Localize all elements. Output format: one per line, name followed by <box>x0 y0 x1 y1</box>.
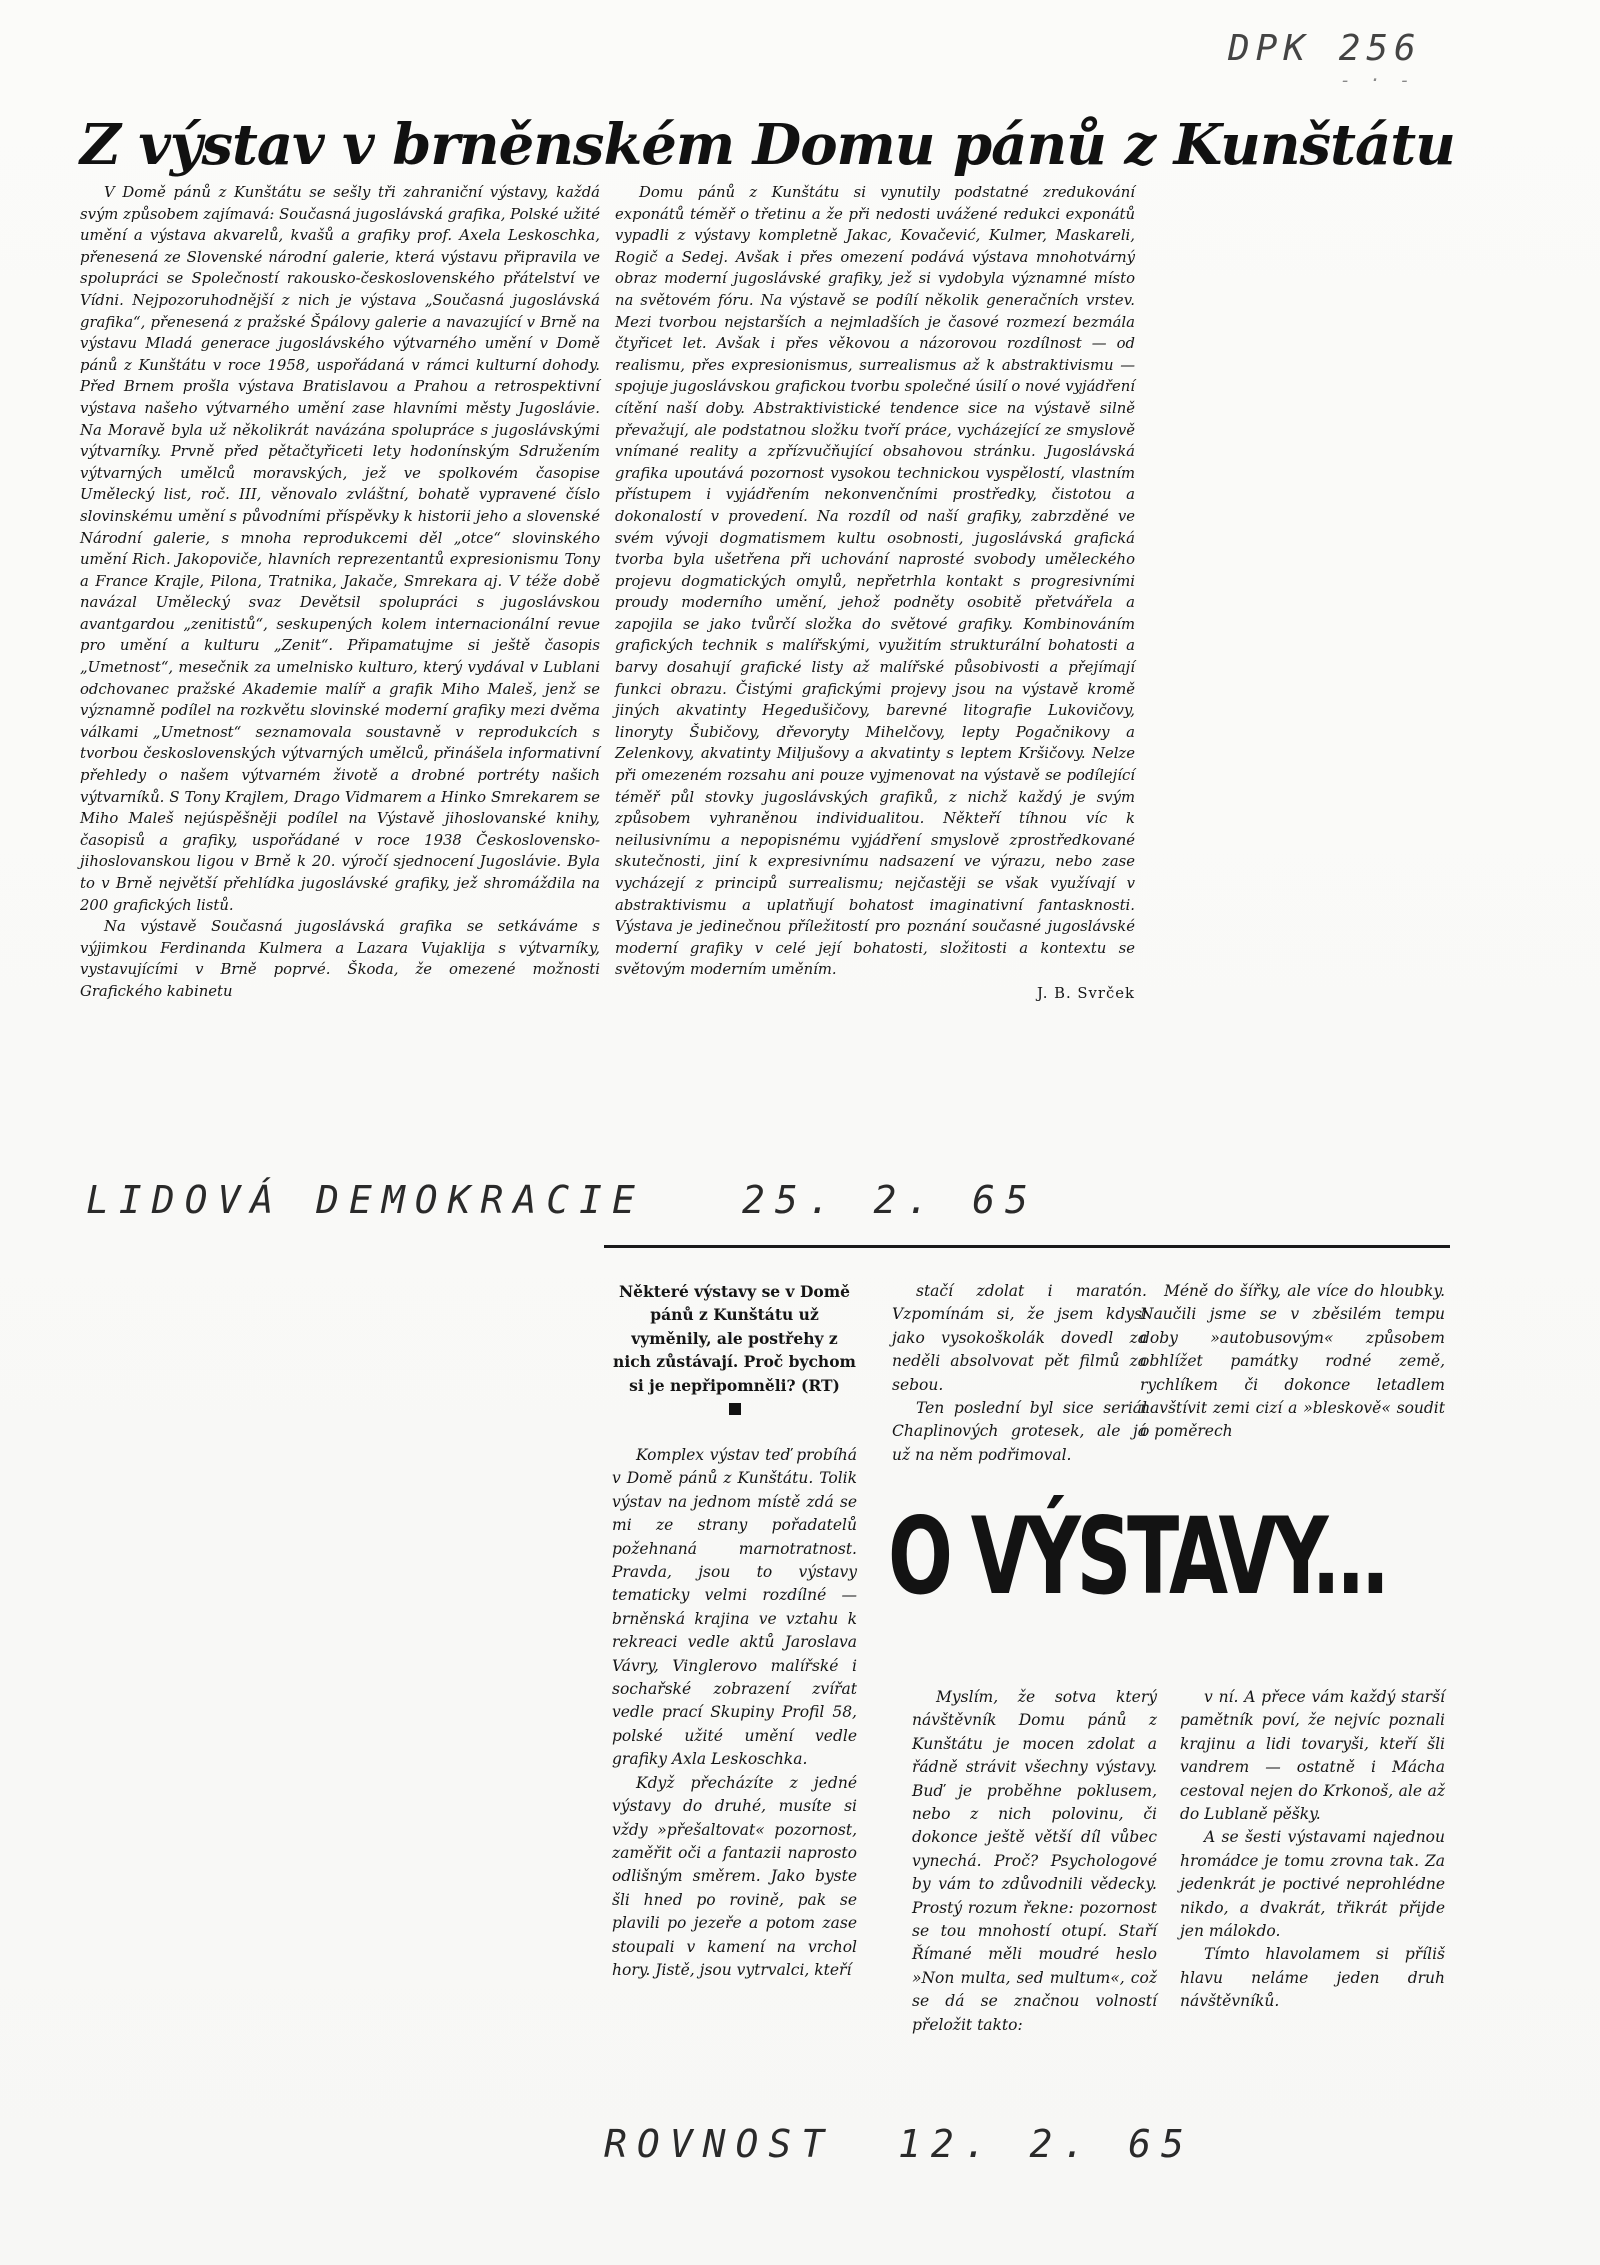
article2-top-rule <box>604 1245 1450 1248</box>
article2-paragraph: stačí zdolat i maratón. Vzpomínám si, že jsem kdysi jako vysokoškolák dovedl za neděli absolvovat pět filmů za sebou. <box>892 1282 1147 1394</box>
article2-paragraph: Komplex výstav teď probíhá v Domě pánů z Kunštátu. Tolik výstav na jednom místě zdá se mi ze strany pořadatelů požehnaná marnotratnost. Pravda, jsou to výstavy tematicky velmi rozdílné — brněnská krajina ve vztahu k rekreaci vedle aktů Jaroslava Vávry, Vinglerovo malířské i sochařské zobrazení zvířat vedle prací Skupiny Profil 58, polské užité umění vedle grafiky Axla Leskoschka. <box>612 1446 857 1769</box>
article1-source-note: LIDOVÁ DEMOKRACIE <box>86 1178 645 1222</box>
article1-date-note: 25. 2. 65 <box>742 1178 1038 1222</box>
article1-paragraph: Na výstavě Současná jugoslávská grafika se setkáváme s výjimkou Ferdinanda Kulmera a Lazara Vujaklija s výtvarníky, vystavujícími v Brně poprvé. Škoda, že omezené možnosti Grafického kabinetu <box>80 918 600 1000</box>
article2-source-note: ROVNOST <box>604 2122 835 2166</box>
article2-paragraph: Myslím, že sotva který návštěvník Domu pánů z Kunštátu je mocen zdolat a řádně strávit všechny výstavy. Buď je proběhne poklusem, nebo z nich polovinu, či dokonce ještě větší díl vůbec vynechá. Proč? Psychologové by vám to zdůvodnili vědecky. Prostý rozum řekne: pozornost se tou mnohostí otupí. Staří Římané měli moudré heslo »Non multa, sed multum«, což se dá se značnou volností přeložit takto: <box>912 1688 1157 2034</box>
archive-reference: DPK 256 <box>1228 28 1422 69</box>
article2-column-5 <box>1180 1686 1445 2014</box>
article2-paragraph: Tímto hlavolamem si příliš hlavu neláme jeden druh návštěvníků. <box>1180 1945 1445 2011</box>
article2-column-2 <box>892 1280 1147 1467</box>
article2-paragraph: v ní. A přece vám každý starší pamětník poví, že nejvíc poznali krajinu a lidi tovaryši, kteří šli vandrem — ostatně i Mácha cestoval nejen do Krkonoš, ale až do Lublaně pěšky. <box>1180 1688 1445 1824</box>
article2-paragraph: Ten poslední byl sice seriál Chaplinových grotesek, ale já už na něm podřimoval. <box>892 1399 1147 1464</box>
article2-column-4 <box>912 1686 1157 2037</box>
article1-column-1 <box>80 182 600 1003</box>
article2-lead-text: Některé výstavy se v Domě pánů z Kunštátu už vyměnily, ale postřehy z nich zůstávají. Proč bychom si je nepřipomněli? (RT) <box>613 1282 856 1395</box>
archive-mark: - · - <box>1340 70 1415 91</box>
article2-paragraph: Když přecházíte z jedné výstavy do druhé, musíte si vždy »přešaltovat« pozornost, zaměřit oči a fantazii naprosto odlišným směrem. Jako byste šli hned po rovině, pak se plavili po jezeře a potom zase stoupali v kamení na vrchol hory. Jistě, jsou vytrvalci, kteří <box>612 1773 857 1979</box>
article1-headline: Z výstav v brněnském Domu pánů z Kunštátu <box>80 112 1455 178</box>
article2-paragraph: Méně do šířky, ale více do hloubky. Naučili jsme se v zběsilém tempu doby »autobusovým« způsobem obhlížet památky rodné země, rychlíkem či dokonce letadlem navštívit zemi cizí a »bleskově« soudit o poměrech <box>1140 1282 1445 1441</box>
article1-column-2 <box>615 182 1135 1005</box>
article1-author: J. B. Svrček <box>1036 984 1135 1002</box>
article2-paragraph: A se šesti výstavami najednou hromádce je tomu zrovna tak. Za jedenkrát je poctivé neprohlédne nikdo, a dvakrát, třikrát přijde jen málokdo. <box>1180 1828 1445 1941</box>
article1-paragraph: Domu pánů z Kunštátu si vynutily podstatné zredukování exponátů téměř o třetinu a že při nedosti uvážené redukci exponátů vypadli z výstavy kompletně Jakac, Kovačević, Kulmer, Maskareli, Rogič a Sedej. Avšak i přes omezení podává výstava mnohotvárný obraz moderní jugoslávské grafiky, jež si vydobyla významné místo na světovém fóru. Na výstavě se podílí několik generačních vrstev. Mezi tvorbou nejstarších a nejmladších je časové rozmezí bezmála čtyřicet let. Avšak i přes věkovou a názorovou rozdílnost — od realismu, přes expresionismus, surrealismus až k abstraktivismu — spojuje jugoslávskou grafickou tvorbu společné úsilí o nové vyjádření cítění naší doby. Abstraktivistické tendence sice na výstavě silně převažují, ale podstatnou složku tvoří práce, vycházející ze smyslově vnímané reality a zpřízvučňující obsahovou stránku. Jugoslávská grafika upoutává pozornost vysokou technickou vyspělostí, vlastním přístupem i vyjádřením nekonvenčními prostředky, čistotou a dokonalostí v provedení. Na rozdíl od naší grafiky, zabrzděné ve svém vývoji dogmatismem kultu osobnosti, jugoslávská grafická tvorba byla ušetřena při uchování naprosté svobody uměleckého projevu dogmatických omylů, nepřetrhla kontakt s progresivními proudy moderního umění, jehož podněty osobitě přetvářela a zapojila se jako tvůrčí složka do světové grafiky. Kombinováním grafických technik s malířskými, využitím strukturální bohatosti a barvy dosahují grafické listy až malířské působivosti a přejímají funkci obrazu. Čistými grafickými projevy jsou na výstavě kromě jiných akvatinty Hegedušičovy, barevné litografie Lukovičovy, linoryty Šubičovy, dřevoryty Mihelčovy, lepty Pogačnikovy a Zelenkovy, akvatinty Miljušovy a akvatinty s leptem Kršičovy. Nelze při omezeném rozsahu ani pouze vyjmenovat na výstavě se podílející téměř půl stovky jugoslávských grafiků, z nichž každý je svým způsobem vyhraněnou individualitou. Někteří tíhnou víc k neilusivnímu a nepopisnému vyjádření smyslově zprostředkované skutečnosti, jiní k expresivnímu nadsazení ve výrazu, nebo zase vycházejí z principů surrealismu; nejčastěji se však využívají v abstraktivismu a uplatňují bohatost imaginativní fantasknosti. Výstava je jedinečnou příležitostí pro poznání současné jugoslávské moderní grafiky v celé její bohatosti, složitosti a kontextu se světovým moderním uměním. <box>615 184 1135 979</box>
article2-column-3 <box>1140 1280 1445 1444</box>
article2-column-1 <box>612 1444 857 1982</box>
article2-date-note: 12. 2. 65 <box>898 2122 1194 2166</box>
article2-headline: O VÝSTAVY... <box>888 1495 1386 1618</box>
section-bullet-icon <box>729 1403 741 1415</box>
article2-lead <box>612 1280 857 1421</box>
article1-paragraph: V Domě pánů z Kunštátu se sešly tři zahraniční výstavy, každá svým způsobem zajímavá: Současná jugoslávská grafika, Polské užité umění a výstava akvarelů, kvašů a grafiky prof. Axela Leskoschka, přenesená ze Slovenské národní galerie, která výstavu připravila ve spolupráci se Společností rakousko-československého přátelství ve Vídni. Nejpozoruhodnější z nich je výstava „Současná jugoslávská grafika“, přenesená z pražské Špálovy galerie a navazující v Brně na výstavu Mladá generace jugoslávského výtvarného umění v Domě pánů z Kunštátu v roce 1958, uspořádaná v rámci kulturní dohody. Před Brnem prošla výstava Bratislavou a Prahou a retrospektivní výstava našeho výtvarného umění zase hlavními městy Jugoslávie. Na Moravě byla už několikrát navázána spolupráce s jugoslávskými výtvarníky. Prvně před pětačtyřiceti lety hodonínským Sdružením výtvarných umělců moravských, jež ve spolkovém časopise Umělecký list, roč. III, věnovalo zvláštní, bohatě vypravené číslo slovinskému umění s původními příspěvky k historii jeho a slovenské Národní galerie, s mnoha reprodukcemi děl „otce“ slovinského umění Rich. Jakopoviče, hlavních reprezentantů expresionismu Tony a France Krajle, Pilona, Tratnika, Jakače, Smrekara aj. V téže době navázal Umělecký svaz Devětsil spolupráci s jugoslávskou avantgardou „zenitistů“, seskupených kolem internacionální revue pro umění a kulturu „Zenit“. Připamatujme si ještě časopis „Umetnost“, mesečnik za umelnisko kulturo, který vydával v Lublani odchovanec pražské Akademie malíř a grafik Miho Maleš, jenž se významně podílel na rozkvětu slovinské moderní grafiky mezi dvěma válkami „Umetnost“ seznamovala soustavně v reprodukcích s tvorbou československých výtvarných umělců, přinášela informativní přehledy o našem výtvarném životě a drobné portréty našich výtvarníků. S Tony Krajlem, Drago Vidmarem a Hinko Smrekarem se Miho Maleš nejúspěšněji podílel na Výstavě jihoslovanské knihy, časopisů a grafiky, uspořádané v roce 1938 Československo-jihoslovanskou ligou v Brně k 20. výročí sjednocení Jugoslávie. Byla to v Brně největší přehlídka jugoslávské grafiky, jež shromáždila na 200 grafických listů. <box>80 184 600 914</box>
